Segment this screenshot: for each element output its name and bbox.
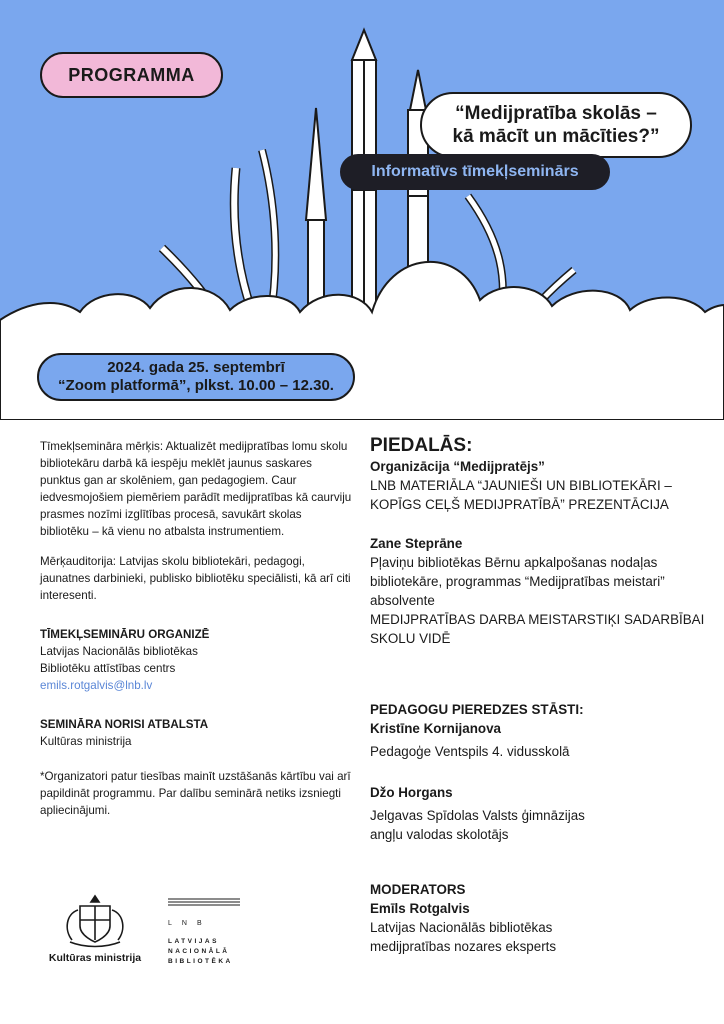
organizer-line-1: Latvijas Nacionālās bibliotēkas: [40, 645, 198, 658]
lnb-logo: [168, 896, 248, 967]
title-line-1: “Medijpratība skolās –: [455, 103, 657, 124]
lnb-line-1: LATVIJAS: [168, 938, 219, 945]
speaker-1-desc: Pļaviņu bibliotēkas Bērnu apkalpošanas nodaļas bibliotekāre, programmas “Medijpratības meistari” absolvente: [370, 555, 665, 608]
seminar-goal: Tīmekļsemināra mērķis: Aktualizēt medijpratības lomu skolu bibliotekāru darbā kā iespēju meklēt jaunus saskares punktus gan ar skolēniem, gan pedagogiem. Caur iedvesmojošiem piemēriem parādīt medijpratības kā caurviju prasmes nozīmi izglītības procesā, savukārt skolas bibliotēku – kā vienu no atbalsta instrumentiem.: [40, 440, 352, 538]
organizer-line-2: Bibliotēku attīstības centrs: [40, 662, 176, 675]
nib-tool: [306, 108, 326, 320]
disclaimer-note: *Organizatori patur tiesības mainīt uzstāšanās kārtību vai arī papildināt programmu. Par dalību seminārā netiks izsniegti apliecinājumi.: [40, 770, 351, 817]
org-presentation: LNB MATERIĀLA “JAUNIEŠI UN BIBLIOTEKĀRI – KOPĪGS CEĻŠ MEDIJPRATĪBĀ” PREZENTĀCIJA: [370, 478, 672, 512]
hero-banner: [0, 0, 724, 420]
footer-logos: [40, 890, 280, 980]
organizer-heading: TĪMEKĻSEMINĀRU ORGANIZĒ: [40, 628, 210, 641]
participates-heading: PIEDALĀS:: [370, 435, 473, 456]
support-heading: SEMINĀRA NORISI ATBALSTA: [40, 718, 209, 731]
subtitle-text: Informatīvs tīmekļseminārs: [371, 163, 579, 180]
title-line-2: kā mācīt un mācīties?”: [452, 126, 660, 147]
speaker-3-desc-1: Jelgavas Spīdolas Valsts ģimnāzijas: [370, 808, 585, 823]
target-audience: Mērķauditorija: Latvijas skolu bibliotekāri, pedagogi, jaunatnes darbinieki, publisko bibliotēku speciālisti, kā arī citi interesenti.: [40, 555, 351, 602]
date-line-1: 2024. gada 25. septembrī: [107, 359, 285, 376]
date-line-2: “Zoom platformā”, plkst. 10.00 – 12.30.: [58, 377, 334, 394]
organizer-email-link[interactable]: emils.rotgalvis@lnb.lv: [40, 679, 153, 692]
coat-of-arms-icon: [40, 890, 150, 950]
program-label: PROGRAMMA: [68, 64, 195, 85]
program-badge: [40, 52, 223, 98]
moderator-name: Emīls Rotgalvis: [370, 901, 470, 916]
moderator-desc-1: Latvijas Nacionālās bibliotēkas: [370, 920, 553, 935]
moderators-heading: MODERATORS: [370, 882, 466, 897]
speaker-3-desc-2: angļu valodas skolotājs: [370, 827, 509, 842]
right-column: [370, 436, 706, 970]
event-title: [420, 92, 692, 158]
stories-heading: PEDAGOGU PIEREDZES STĀSTI:: [370, 702, 584, 717]
event-date: [37, 353, 355, 401]
left-column: [40, 438, 352, 832]
ministry-logo-label: Kultūras ministrija: [48, 952, 142, 964]
org-name: Organizācija “Medijpratējs”: [370, 459, 545, 474]
lnb-line-2: NACIONĀLĀ: [168, 948, 230, 955]
moderator-desc-2: medijpratības nozares eksperts: [370, 939, 557, 954]
event-subtitle: [340, 154, 610, 190]
lnb-abbrev: LNB: [168, 920, 212, 927]
speaker-2-desc: Pedagoģe Ventspils 4. vidusskolā: [370, 744, 570, 759]
lnb-lines-icon: [168, 897, 240, 909]
speaker-3-name: Džo Horgans: [370, 785, 453, 800]
speaker-2-name: Kristīne Kornijanova: [370, 721, 501, 736]
speaker-1-name: Zane Steprāne: [370, 536, 463, 551]
speaker-1-topic: MEDIJPRATĪBAS DARBA MEISTARSTIĶI SADARBĪBAI SKOLU VIDĒ: [370, 612, 705, 646]
lnb-line-3: BIBLIOTĒKA: [168, 958, 233, 965]
support-line: Kultūras ministrija: [40, 735, 132, 748]
